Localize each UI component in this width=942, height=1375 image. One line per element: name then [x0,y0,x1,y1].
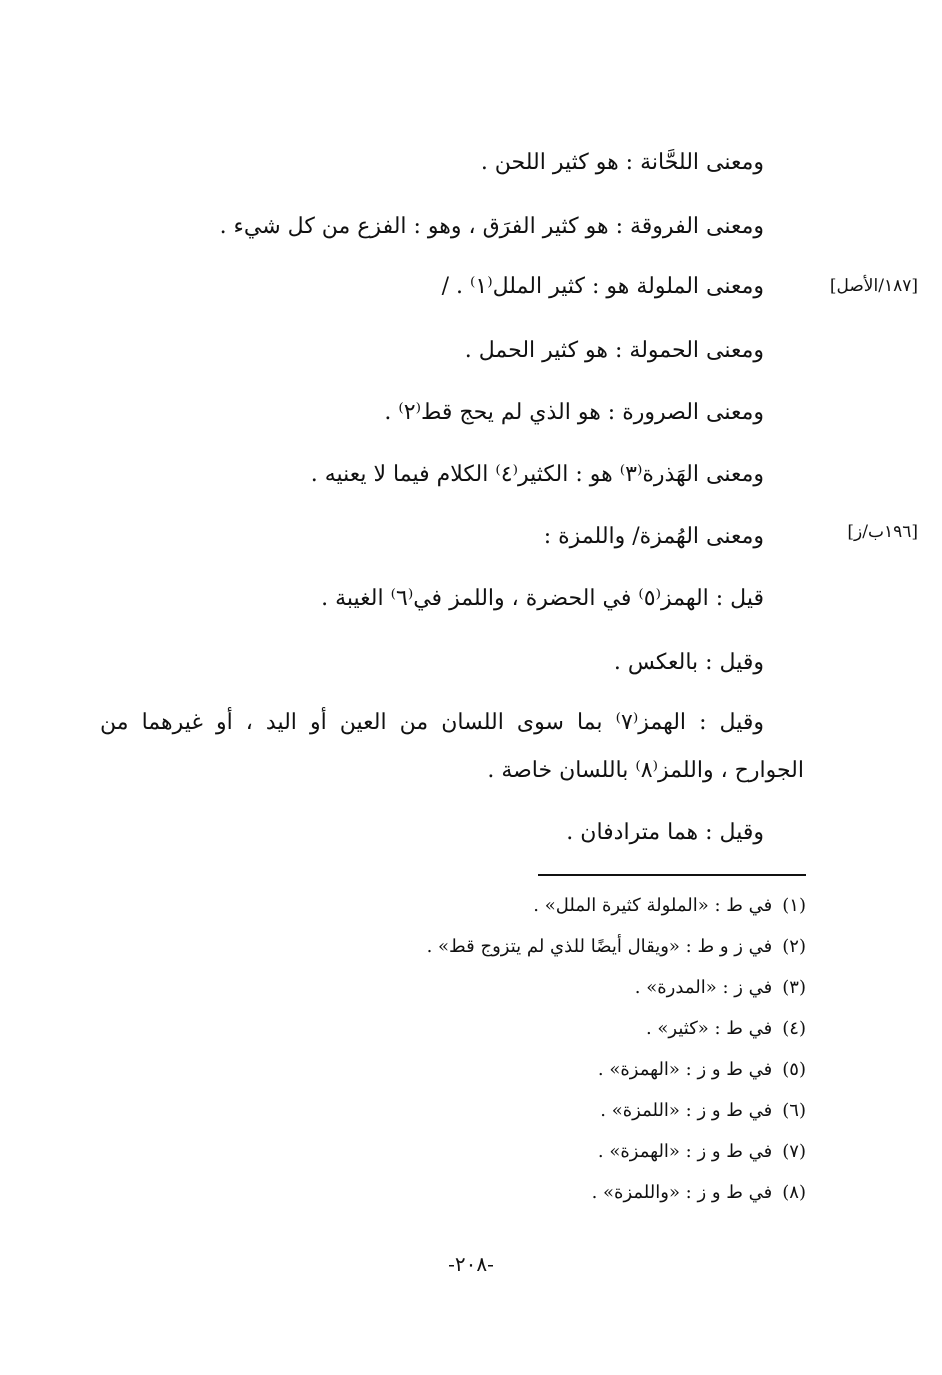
footnote-text: في ز و ط : «ويقال أيضًا للذي لم يتزوج قط» . [426,936,773,957]
text-line-1: ومعنى اللحَّانة : هو كثير اللحن . [480,150,764,175]
margin-reference-1: [١٨٧/الأصل] [829,276,918,296]
footnote-1 [533,893,806,919]
footnote-number: (٢) [782,936,806,957]
footnote-6 [600,1098,806,1124]
text-line-11: الجوارح ، واللمز⁽٨⁾ باللسان خاصة . [487,758,804,783]
footnote-text: في ط و ز : «الهمزة» . [597,1141,773,1162]
text-line-2: ومعنى الفروقة : هو كثير الفرَق ، وهو : الفزع من كل شيء . [219,214,764,239]
footnote-number: (١) [782,895,806,916]
footnote-7 [598,1139,806,1165]
text-line-4: ومعنى الحمولة : هو كثير الحمل . [464,338,764,363]
footnote-text: في ط و ز : «اللمزة» . [600,1100,773,1121]
footnote-number: (٣) [782,977,806,998]
text-line-7: ومعنى الهُمزة/ واللمزة : [543,524,764,549]
text-line-12: وقيل : هما مترادفان . [566,820,764,845]
footnote-text: في ط و ز : «الهمزة» . [597,1059,773,1080]
footnote-text: في ز : «المدرة» . [634,977,773,998]
footnote-separator [538,874,806,876]
text-line-10: وقيل : الهمز⁽٧⁾ بما سوى اللسان من العين أو اليد ، أو غيرهما من [100,710,765,735]
footnote-number: (٨) [782,1182,806,1203]
footnote-number: (٧) [782,1141,806,1162]
footnote-text: في ط و ز : «واللمزة» . [591,1182,773,1203]
footnote-number: (٤) [782,1018,806,1039]
footnote-number: (٦) [782,1100,806,1121]
footnote-number: (٥) [782,1059,806,1080]
footnote-2 [427,934,806,960]
footnote-5 [598,1057,806,1083]
margin-reference-2: [١٩٦ب/ز] [847,522,918,542]
page-number: -٢٠٨- [448,1252,494,1276]
text-line-8: قيل : الهمز⁽٥⁾ في الحضرة ، واللمز في⁽٦⁾ الغيبة . [321,586,764,611]
footnote-4 [646,1016,806,1042]
footnote-text: في ط : «كثير» . [645,1018,773,1039]
footnote-8 [592,1180,806,1206]
text-line-3: ومعنى الملولة هو : كثير الملل⁽١⁾ . / [441,274,764,299]
text-line-5: ومعنى الصرورة : هو الذي لم يحج قط⁽٢⁾ . [384,400,764,425]
text-line-6: ومعنى الهَذرة⁽٣⁾ هو : الكثير⁽٤⁾ الكلام فيما لا يعنيه . [310,462,764,487]
footnote-text: في ط : «الملولة كثيرة الملل» . [533,895,773,916]
text-line-9: وقيل : بالعكس . [613,650,764,675]
footnote-3 [635,975,806,1001]
